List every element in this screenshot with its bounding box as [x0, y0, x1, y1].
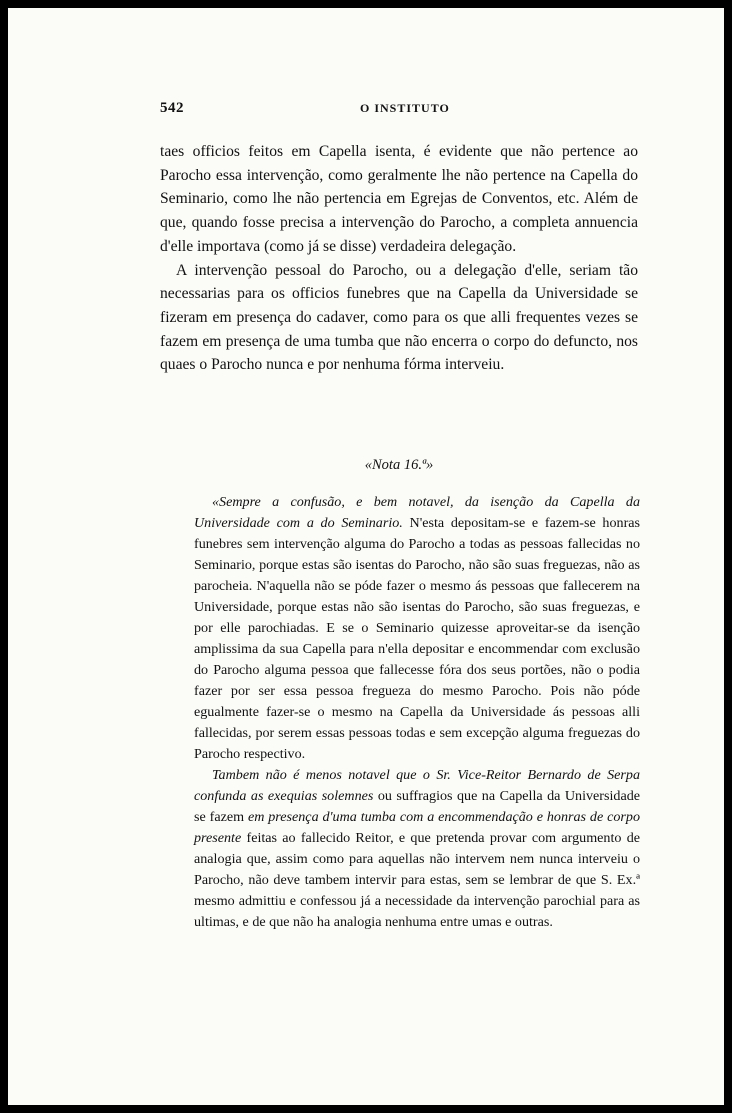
note-paragraph-2: [194, 765, 640, 933]
note-p1-italic: «Sempre a confusão, e bem notavel, da isenção da Capella da Universidade com a do Seminario.: [194, 494, 640, 531]
page-number: 542: [160, 100, 184, 116]
note-p2-text-1: ou suffragios que na Capella da Universidade se fazem: [194, 788, 640, 825]
body-paragraph-1: taes officios feitos em Capella isenta, é evidente que não pertence ao Parocho essa intervenção, como geralmente lhe não pertence na Capella do Seminario, como lhe não pertencia em Egrejas de Conventos, etc. Além de que, quando fosse precisa a intervenção do Parocho, a completa annuencia d'elle importava (como já se disse) verdadeira delegação.: [160, 143, 638, 255]
note-p2-italic-2: em presença d'uma tumba com a encommendação e honras de corpo presente: [194, 809, 640, 846]
note-p1-text: N'esta depositam-se e fazem-se honras funebres sem intervenção alguma do Parocho a todas as pessoas fallecidas no Seminario, porque estas são isentas do Parocho, não são suas freguezas, não as parocheia. N'aquella não se póde fazer o mesmo ás pessoas que fallecerem na Universidade, porque estas não são isentas do Parocho, são suas freguezas, e por elle parochiadas. E se o Seminario quizesse aproveitar-se da isenção amplissima da sua Capella para n'ella depositar e encommendar com exclusão do Parocho alguma pessoa que fallecesse fóra dos seus portões, não o podia fazer por ser essa pessoa fregueza do mesmo Parocho. Pois não póde egualmente fazer-se o mesmo na Capella da Universidade ás pessoas alli fallecidas, por serem essas pessoas todas e sem excepção alguma freguezas do Parocho respectivo.: [194, 515, 641, 762]
page-header: [160, 100, 648, 122]
book-page: [8, 8, 724, 1105]
note-p2-text-2: feitas ao fallecido Reitor, e que pretenda provar com argumento de analogia que, assim como para aquellas não intervem nem nunca interveiu o Parocho, não deve tambem intervir para estas, sem se lembrar de que S. Ex.ª mesmo admittiu e confessou já a necessidade da intervenção parochial para as ultimas, e de que não ha analogia nenhuma entre umas e outras.: [194, 830, 640, 930]
note-paragraph-1: [194, 492, 640, 765]
note-p2-italic-1: Tambem não é menos notavel que o Sr. Vice-Reitor Bernardo de Serpa confunda as exequias solemnes: [194, 767, 640, 804]
note-text: [194, 492, 640, 933]
body-paragraph-2: A intervenção pessoal do Parocho, ou a delegação d'elle, seriam tão necessarias para os officios funebres que na Capella da Universidade se fizeram em presença do cadaver, como para os que alli frequentes vezes se fazem em presença de uma tumba que não encerra o corpo do defuncto, nos quaes o Parocho nunca e por nenhuma fórma interveiu.: [160, 261, 638, 374]
running-title: O INSTITUTO: [360, 101, 450, 115]
main-text: [160, 140, 638, 377]
note-title: «Nota 16.ª»: [364, 457, 434, 473]
